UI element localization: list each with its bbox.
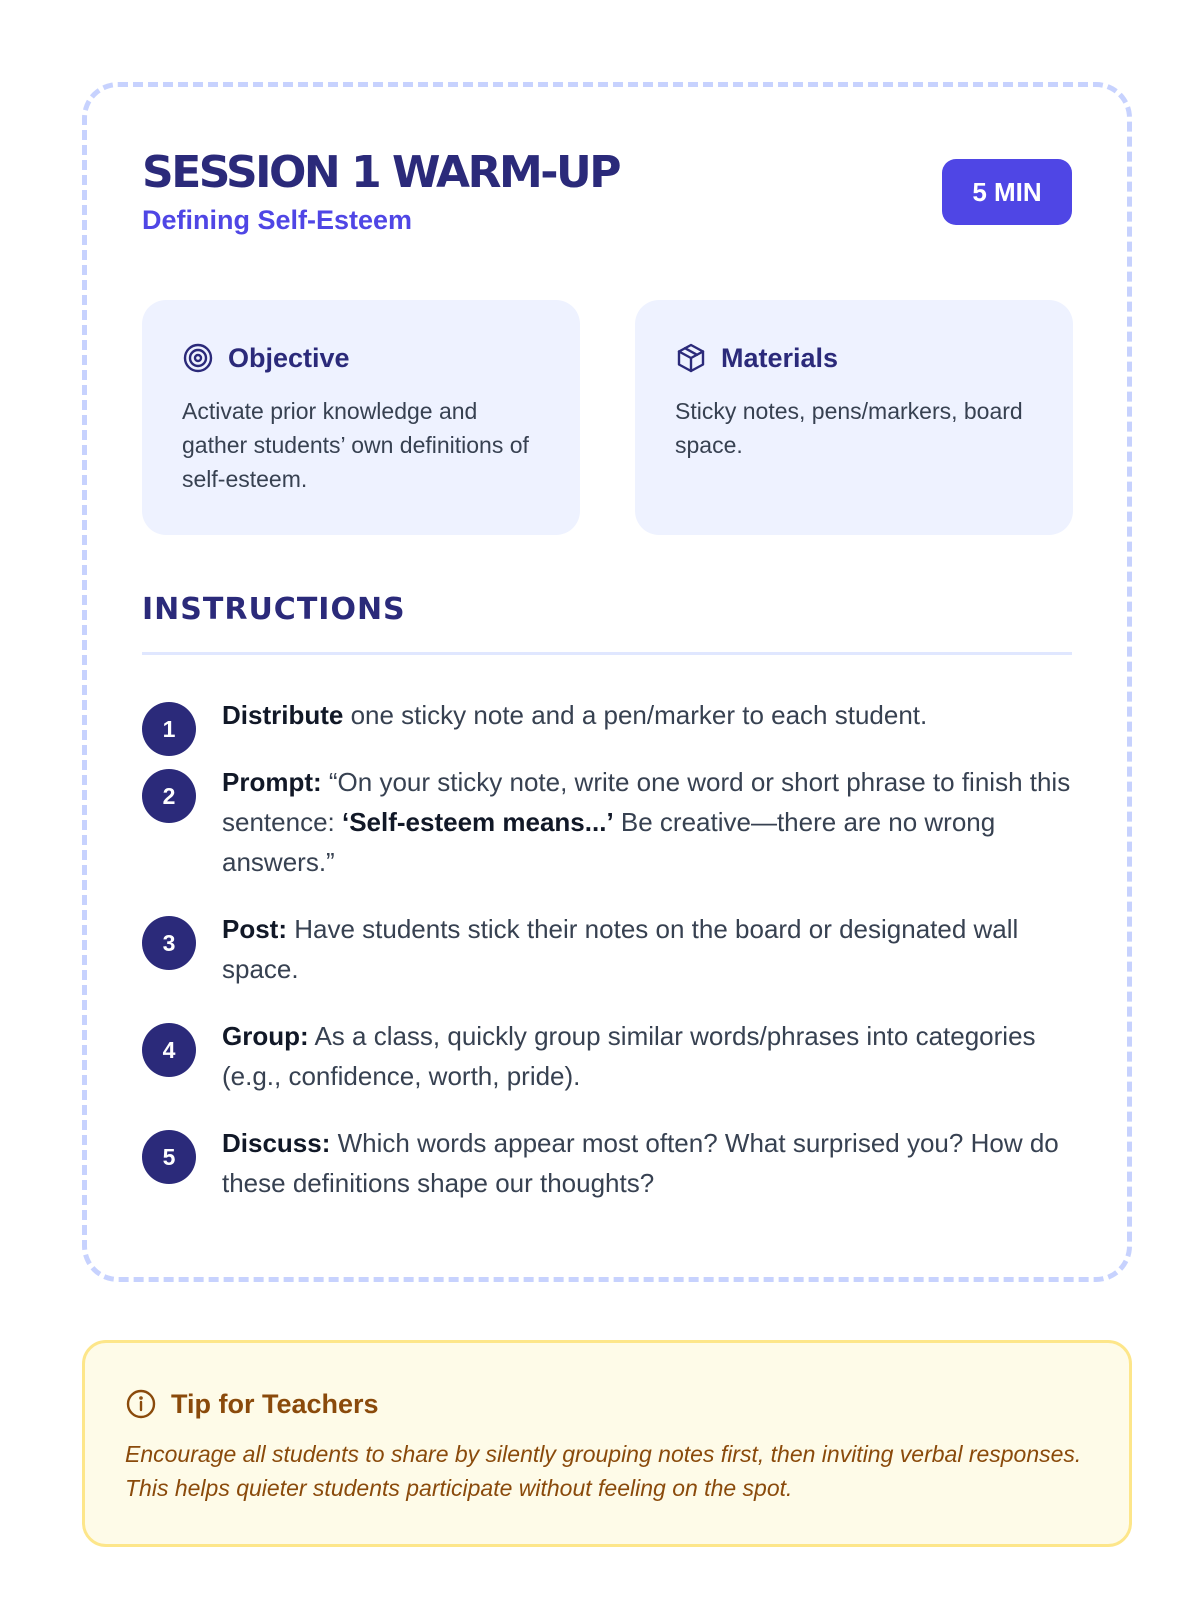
duration-badge: 5 MIN	[942, 159, 1072, 225]
session-title: SESSION 1 WARM-UP	[142, 147, 620, 198]
step-label: Distribute	[222, 700, 344, 730]
materials-text: Sticky notes, pens/markers, board space.	[675, 398, 1023, 458]
step-4	[142, 1016, 1072, 1096]
step-number: 2	[142, 769, 196, 823]
step-2	[142, 762, 1072, 882]
step-label: Post:	[222, 914, 287, 944]
step-text: Which words appear most often? What surprised you? How do these definitions shape our thoughts?	[222, 1128, 1059, 1198]
step-text: one sticky note and a pen/marker to each student.	[343, 700, 928, 730]
step-text: “On your sticky note, write one word or short phrase to finish this sentence:	[222, 767, 1071, 837]
target-icon	[182, 342, 214, 374]
step-text: Have students stick their notes on the board or designated wall space.	[222, 914, 1019, 984]
tip-text: Encourage all students to share by silently grouping notes first, then inviting verbal responses. This helps quieter students participate without feeling on the spot.	[125, 1441, 1082, 1501]
step-number: 1	[142, 702, 196, 756]
step-label: Group:	[222, 1021, 309, 1051]
warm-up-card	[82, 82, 1132, 1282]
step-label: Prompt:	[222, 767, 322, 797]
step-emphasis: ‘Self-esteem means...’	[341, 807, 614, 837]
step-number: 4	[142, 1023, 196, 1077]
step-5	[142, 1123, 1072, 1203]
instructions-divider	[142, 652, 1072, 655]
session-subtitle: Defining Self-Esteem	[142, 205, 413, 235]
info-icon	[125, 1388, 157, 1420]
step-1	[142, 695, 1072, 742]
materials-title: Materials	[721, 342, 839, 373]
step-text-end: Be creative—there are no wrong answers.”	[222, 807, 996, 877]
card-header	[142, 147, 1072, 247]
box-icon	[675, 342, 707, 374]
objective-box	[142, 300, 580, 535]
step-label: Discuss:	[222, 1128, 331, 1158]
step-number: 5	[142, 1130, 196, 1184]
objective-text: Activate prior knowledge and gather students’ own definitions of self-esteem.	[182, 398, 529, 492]
teacher-tip-box	[82, 1340, 1132, 1547]
tip-title: Tip for Teachers	[171, 1388, 379, 1419]
step-3	[142, 909, 1072, 989]
objective-title: Objective	[228, 342, 350, 373]
step-number: 3	[142, 916, 196, 970]
materials-box	[635, 300, 1073, 535]
instructions-heading: INSTRUCTIONS	[142, 592, 406, 627]
instruction-steps	[142, 695, 1072, 1203]
step-text: As a class, quickly group similar words/phrases into categories (e.g., confidence, worth, pride).	[222, 1021, 1036, 1091]
